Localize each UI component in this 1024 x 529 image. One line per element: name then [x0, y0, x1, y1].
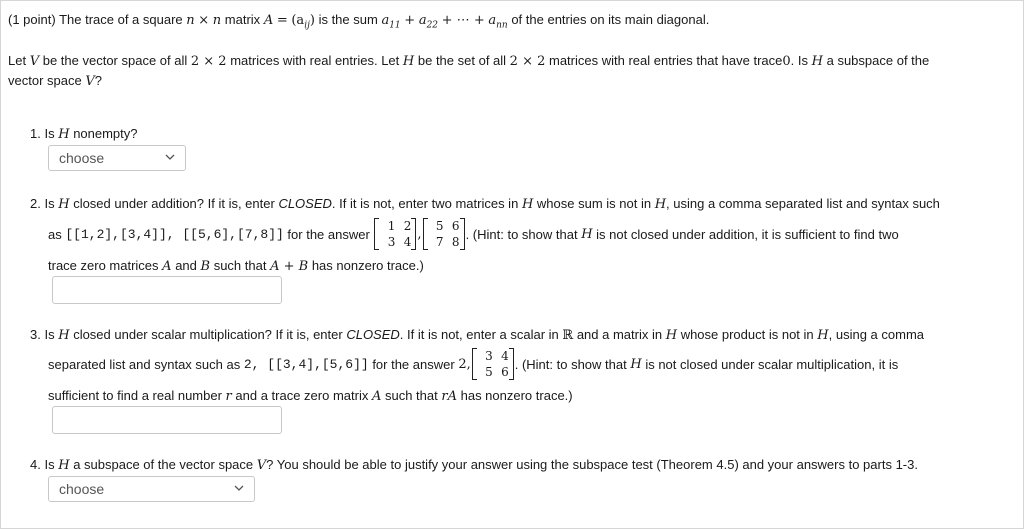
example-matrix-1: 1 2 3 4 — [374, 218, 416, 250]
example-matrix-3: 3 4 5 6 — [472, 348, 514, 380]
syntax-example: [[1,2],[3,4]], [[5,6],[7,8]] — [65, 226, 284, 242]
chevron-down-icon — [234, 484, 244, 492]
q2-answer-input[interactable] — [52, 276, 282, 304]
intro-text: (1 point) The trace of a square — [8, 12, 183, 27]
question-2-line-2: as [[1,2],[3,4]], [[5,6],[7,8]] for the answer 1 2 3 4 , 5 6 7 8 . (Hint: to show that H is not closed under addition, it is sufficient to find two — [48, 219, 899, 249]
question-3-line-2: separated list and syntax such as 2, [[3,4],[5,6]] for the answer 2, 3 4 5 6 . (Hint: to show that H is not closed under scalar multiplication, it is — [48, 349, 899, 379]
question-3-line-3: sufficient to find a real number r and a trace zero matrix A such that rA has nonzero trace.) — [48, 388, 573, 404]
intro-line: (1 point) The trace of a square n × n matrix $A = (a_{ij})$ is the sum $a_{11} + a_{22}$ + ⋯ + $a_{nn}$ of the entries on its main diagonal. — [8, 12, 710, 31]
q4-answer-select[interactable]: choose — [48, 476, 255, 502]
q1-answer-select[interactable]: choose — [48, 145, 186, 171]
question-3-line-1: 3. Is H closed under scalar multiplication? If it is, enter CLOSED. If it is not, enter a scalar in ℝ and a matrix in H whose product is not in H, using a comma — [30, 327, 924, 343]
example-matrix-2: 5 6 7 8 — [423, 218, 465, 250]
question-1: 1. Is H nonempty? — [30, 126, 138, 142]
question-2-line-1: 2. Is H closed under addition? If it is, enter CLOSED. If it is not, enter two matrices in H whose sum is not in H, using a comma separated list and syntax such — [30, 196, 940, 212]
setup-line-2: vector space V? — [8, 73, 102, 89]
setup-line-1: Let V be the vector space of all 2 × 2 matrices with real entries. Let H be the set of all 2 × 2 matrices with real entries that have trace0. Is H a subspace of the — [8, 53, 930, 69]
syntax-example: 2, [[3,4],[5,6]] — [243, 356, 369, 372]
q3-answer-input[interactable] — [52, 406, 282, 434]
question-2-line-3: trace zero matrices A and B such that A + B has nonzero trace.) — [48, 258, 424, 274]
question-4: 4. Is H a subspace of the vector space V? You should be able to justify your answer using the subspace test (Theorem 4.5) and your answers to parts 1-3. — [30, 457, 918, 473]
chevron-down-icon — [165, 153, 175, 161]
